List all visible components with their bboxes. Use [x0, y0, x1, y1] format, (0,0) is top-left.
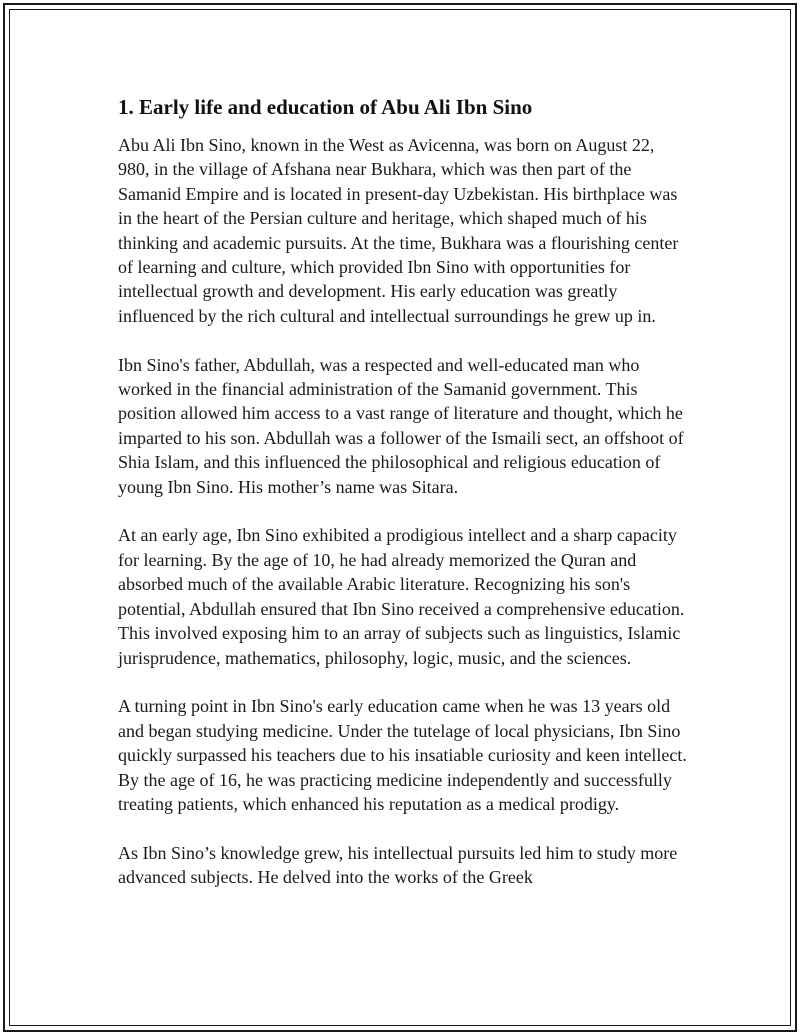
section-heading: 1. Early life and education of Abu Ali Ibn Sino	[118, 95, 533, 119]
paragraph-medicine: A turning point in Ibn Sino's early education came when he was 13 years old and began studying medicine. Under the tutelage of local physicians, Ibn Sino quickly surpassed his teachers due to his insatiable curiosity and keen intellect. By the age of 16, he was practicing medicine independently and successfully treating patients, which enhanced his reputation as a medical prodigy.	[118, 696, 687, 814]
document-body	[118, 93, 688, 914]
paragraph-early-life: Abu Ali Ibn Sino, known in the West as Avicenna, was born on August 22, 980, in the village of Afshana near Bukhara, which was then part of the Samanid Empire and is located in present-day Uzbekistan. His birthplace was in the heart of the Persian culture and heritage, which shaped much of his thinking and academic pursuits. At the time, Bukhara was a flourishing center of learning and culture, which provided Ibn Sino with opportunities for intellectual growth and development. His early education was greatly influenced by the rich cultural and intellectual surroundings he grew up in.	[118, 135, 679, 326]
paragraph-early-intellect: At an early age, Ibn Sino exhibited a prodigious intellect and a sharp capacity for learning. By the age of 10, he had already memorized the Quran and absorbed much of the available Arabic literature. Recognizing his son's potential, Abdullah ensured that Ibn Sino received a comprehensive education. This involved exposing him to an array of subjects such as linguistics, Islamic jurisprudence, mathematics, philosophy, logic, music, and the sciences.	[118, 525, 685, 668]
paragraph-advanced-studies: As Ibn Sino’s knowledge grew, his intellectual pursuits led him to study more advanced subjects. He delved into the works of the Greek	[118, 842, 678, 888]
paragraph-father: Ibn Sino's father, Abdullah, was a respected and well-educated man who worked in the financial administration of the Samanid government. This position allowed him access to a vast range of literature and thought, which he imparted to his son. Abdullah was a follower of the Ismaili sect, an offshoot of Shia Islam, and this influenced the philosophical and religious education of young Ibn Sino. His mother’s name was Sitara.	[118, 354, 684, 497]
